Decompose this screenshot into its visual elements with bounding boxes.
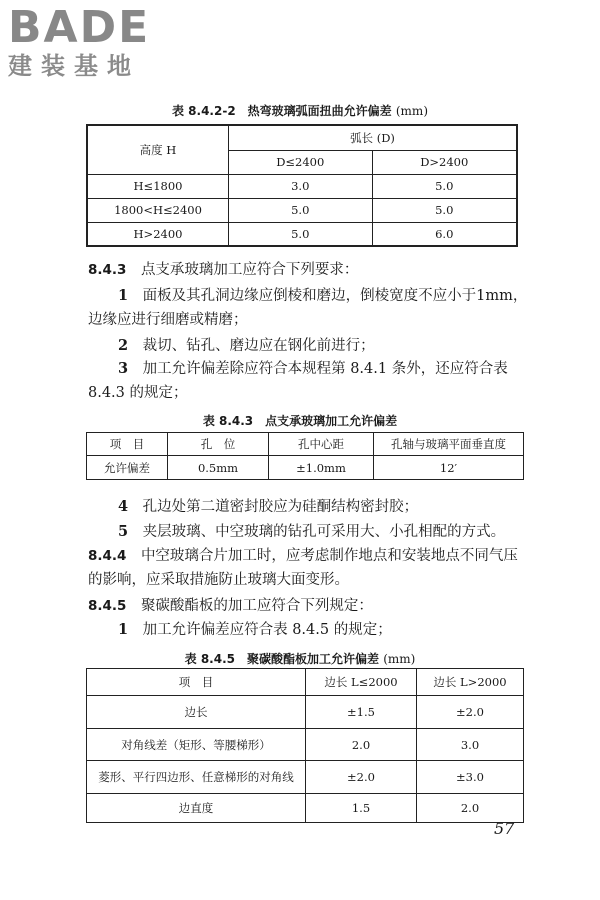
list-item <box>88 618 528 642</box>
table-8-4-3-caption <box>0 412 600 429</box>
table-cell: 边长 <box>87 696 306 729</box>
list-item <box>88 284 528 332</box>
section-number: 8.4.5 <box>88 598 127 614</box>
table-cell: 6.0 <box>372 222 517 246</box>
section-8-4-5 <box>88 594 528 618</box>
table-row <box>87 696 524 729</box>
list-item <box>88 334 528 358</box>
table-cell: 5.0 <box>372 174 517 198</box>
col-header: D>2400 <box>372 150 517 174</box>
item-number: 4 <box>118 498 129 515</box>
table-cell: 允许偏差 <box>87 456 168 480</box>
table-cell: 3.0 <box>417 729 524 761</box>
col-header: 边长 L≤2000 <box>306 669 417 696</box>
item-text: 孔边处第二道密封胶应为硅酮结构密封胶； <box>142 499 419 515</box>
table-8-4-5 <box>86 668 524 823</box>
table-row <box>87 761 524 794</box>
col-group-header: 弧长 (D) <box>229 125 518 150</box>
logo-wordmark: BADE <box>8 2 151 53</box>
table-cell: 5.0 <box>229 198 373 222</box>
table-row <box>87 174 517 198</box>
table-title: 表 8.4.3 点支承玻璃加工允许偏差 <box>202 414 398 428</box>
item-number: 5 <box>118 523 129 540</box>
table-unit: (mm) <box>383 652 416 666</box>
list-item <box>88 520 528 544</box>
table-row <box>87 198 517 222</box>
table-cell: 1.5 <box>306 794 417 823</box>
section-text: 中空玻璃合片加工时，应考虑制作地点和安装地点不同气压的影响，应采取措施防止玻璃大面变形。 <box>88 548 518 588</box>
item-number: 1 <box>118 287 129 304</box>
table-cell: ±1.5 <box>306 696 417 729</box>
col-header: 项 目 <box>87 669 306 696</box>
table-8-4-3 <box>86 432 524 480</box>
table-cell: 5.0 <box>229 222 373 246</box>
section-number: 8.4.3 <box>88 262 127 278</box>
table-cell: 0.5mm <box>168 456 269 480</box>
table-unit: (mm) <box>395 104 428 118</box>
table-cell: 菱形、平行四边形、任意梯形的对角线 <box>87 761 306 794</box>
page-number: 57 <box>494 819 515 838</box>
list-item <box>88 495 528 519</box>
table-8-4-5-caption <box>0 650 600 667</box>
section-8-4-4 <box>88 544 528 592</box>
row-header: 高度 H <box>87 125 229 174</box>
section-number: 8.4.4 <box>88 548 127 564</box>
col-header: 孔 位 <box>168 433 269 456</box>
col-header: 孔轴与玻璃平面垂直度 <box>374 433 524 456</box>
table-cell: ±1.0mm <box>269 456 374 480</box>
table-cell: 对角线差（矩形、等腰梯形） <box>87 729 306 761</box>
table-cell: 12′ <box>374 456 524 480</box>
item-text: 加工允许偏差除应符合本规程第 8.4.1 条外，还应符合表 8.4.3 的规定； <box>88 361 508 401</box>
table-cell: H>2400 <box>87 222 229 246</box>
table-cell: 2.0 <box>306 729 417 761</box>
table-cell: ±2.0 <box>417 696 524 729</box>
col-header: 孔中心距 <box>269 433 374 456</box>
col-header: D≤2400 <box>229 150 373 174</box>
section-8-4-3 <box>88 258 528 282</box>
col-header: 边长 L>2000 <box>417 669 524 696</box>
table-title: 表 8.4.5 聚碳酸酯板加工允许偏差 <box>184 652 380 666</box>
section-text: 聚碳酸酯板的加工应符合下列规定： <box>140 598 373 614</box>
item-text: 夹层玻璃、中空玻璃的钻孔可采用大、小孔相配的方式。 <box>142 524 506 540</box>
table-cell: 3.0 <box>229 174 373 198</box>
item-text: 加工允许偏差应符合表 8.4.5 的规定； <box>142 622 392 638</box>
logo-subtitle: 建装基地 <box>8 52 140 80</box>
table-cell: H≤1800 <box>87 174 229 198</box>
list-item <box>88 357 528 405</box>
table-cell: 2.0 <box>417 794 524 823</box>
table-8-4-2-2 <box>86 124 518 247</box>
section-text: 点支承玻璃加工应符合下列要求： <box>140 262 359 278</box>
table-row <box>87 222 517 246</box>
table-row <box>87 456 524 480</box>
publisher-logo <box>8 4 150 80</box>
table-row <box>87 794 524 823</box>
table-cell: 5.0 <box>372 198 517 222</box>
item-text: 裁切、钻孔、磨边应在钢化前进行； <box>142 338 375 354</box>
table-cell: 1800<H≤2400 <box>87 198 229 222</box>
col-header: 项 目 <box>87 433 168 456</box>
table-row <box>87 729 524 761</box>
item-number: 2 <box>118 337 129 354</box>
table-cell: ±3.0 <box>417 761 524 794</box>
item-text: 面板及其孔洞边缘应倒棱和磨边，倒棱宽度不应小于1mm，边缘应进行细磨或精磨； <box>88 288 528 328</box>
table-cell: ±2.0 <box>306 761 417 794</box>
table-8-4-2-2-caption <box>0 102 600 119</box>
item-number: 3 <box>118 360 129 377</box>
table-cell: 边直度 <box>87 794 306 823</box>
item-number: 1 <box>118 621 129 638</box>
table-title: 表 8.4.2-2 热弯玻璃弧面扭曲允许偏差 <box>172 104 392 118</box>
